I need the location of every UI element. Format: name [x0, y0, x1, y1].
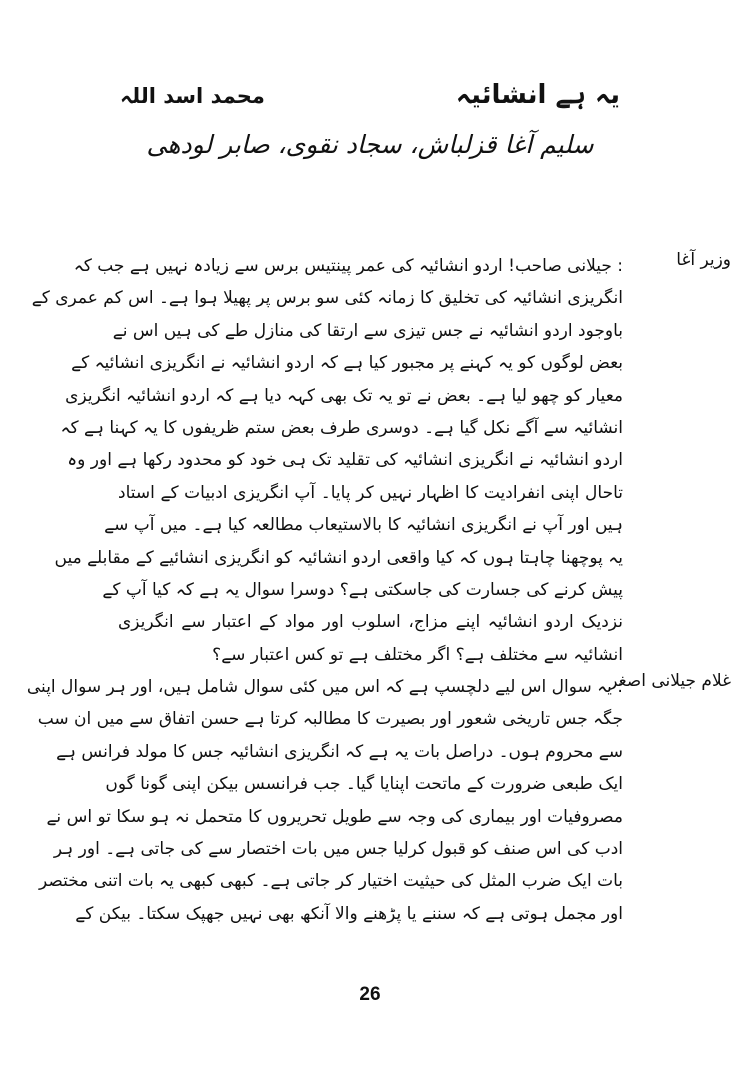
- article-title: سلیم آغا قزلباش، سجاد نقوی، صابر لودھی: [146, 130, 594, 159]
- text-line: بات ایک ضرب المثل کی حیثیت اختیار کر جاتی ہے۔ کبھی کبھی یہ بات اتنی مختصر: [38, 871, 623, 892]
- author-name: محمد اسد اللہ: [120, 84, 265, 108]
- text-line: تاحال اپنی انفرادیت کا اظہار نہیں کر پایا۔ آپ انگریزی ادبیات کے استاد: [118, 482, 623, 503]
- interview-dialogue: [26, 250, 731, 930]
- speaker-name: غلام جیلانی اصغر: [609, 671, 731, 692]
- text-line: یہ پوچھنا چاہتا ہوں کہ کیا واقعی اردو انشائیہ کو انگریزی انشائیے کے مقابلے میں: [54, 547, 623, 568]
- text-line: : یہ سوال اس لیے دلچسپ ہے کہ اس میں کئی سوال شامل ہیں، اور ہر سوال اپنی: [26, 677, 623, 698]
- text-line: نزدیک اردو انشائیہ اپنے مزاج، اسلوب اور مواد کے اعتبار سے انگریزی: [118, 612, 623, 633]
- text-line: : جیلانی صاحب! اردو انشائیہ کی عمر پینتیس برس سے زیادہ نہیں ہے جب کہ: [73, 256, 623, 276]
- text-line: انگریزی انشائیہ کی تخلیق کا زمانہ کئی سو برس پر پھیلا ہوا ہے۔ اس کم عمری کے: [31, 288, 623, 309]
- text-line: انشائیہ سے مختلف ہے؟ اگر مختلف ہے تو کس اعتبار سے؟: [212, 644, 623, 665]
- text-line: معیار کو چھو لیا ہے۔ بعض نے تو یہ تک بھی کہہ دیا ہے کہ اردو انشائیہ انگریزی: [65, 385, 623, 406]
- text-line: اردو انشائیہ نے انگریزی انشائیہ کی تقلید تک ہی خود کو محدود رکھا ہے اور وہ: [67, 450, 623, 471]
- text-line: ایک طبعی ضرورت کے ماتحت اپنایا گیا۔ جب فرانسس بیکن اپنی گونا گوں: [105, 774, 623, 795]
- text-line: ہیں اور آپ نے انگریزی انشائیہ کا بالاستیعاب مطالعہ کیا ہے۔ میں آپ سے: [104, 515, 623, 536]
- book-title: یہ ہے انشائیہ: [455, 80, 620, 110]
- text-line: اور مجمل ہوتی ہے کہ سننے یا پڑھنے والا آنکھ بھی نہیں جھپک سکتا۔ بیکن کے: [75, 903, 623, 924]
- dialogue-block: [26, 671, 731, 930]
- text-line: انشائیہ سے آگے نکل گیا ہے۔ دوسری طرف بعض ستم ظریفوں کا یہ کہنا ہے کہ: [60, 417, 623, 438]
- text-line: پیش کرنے کی جسارت کی جاسکتی ہے؟ دوسرا سوال یہ ہے کہ کیا آپ کے: [102, 579, 623, 600]
- page-number: 26: [359, 984, 381, 1005]
- text-line: بعض لوگوں کو یہ کہنے پر مجبور کیا ہے کہ اردو انشائیہ نے انگریزی انشائیہ کے: [71, 353, 623, 374]
- speaker-name: وزیر آغا: [676, 250, 731, 270]
- text-line: باوجود اردو انشائیہ نے جس تیزی سے ارتقا کی منازل طے کی ہیں اس نے: [112, 320, 623, 341]
- text-line: جگہ جس تاریخی شعور اور بصیرت کا مطالبہ کرتا ہے حسن اتفاق سے میں ان سب: [37, 709, 623, 730]
- text-line: مصروفیات اور بیماری کی وجہ سے طویل تحریروں کا متحمل نہ ہو سکا تو اس نے: [46, 806, 623, 827]
- text-line: ادب کی اس صنف کو قبول کرلیا جس میں بات اختصار سے کی جاتی ہے۔ اور ہر: [53, 839, 623, 860]
- dialogue-block: [31, 250, 731, 671]
- text-line: سے محروم ہوں۔ دراصل بات یہ ہے کہ انگریزی انشائیہ جس کا مولد فرانس ہے: [56, 741, 623, 762]
